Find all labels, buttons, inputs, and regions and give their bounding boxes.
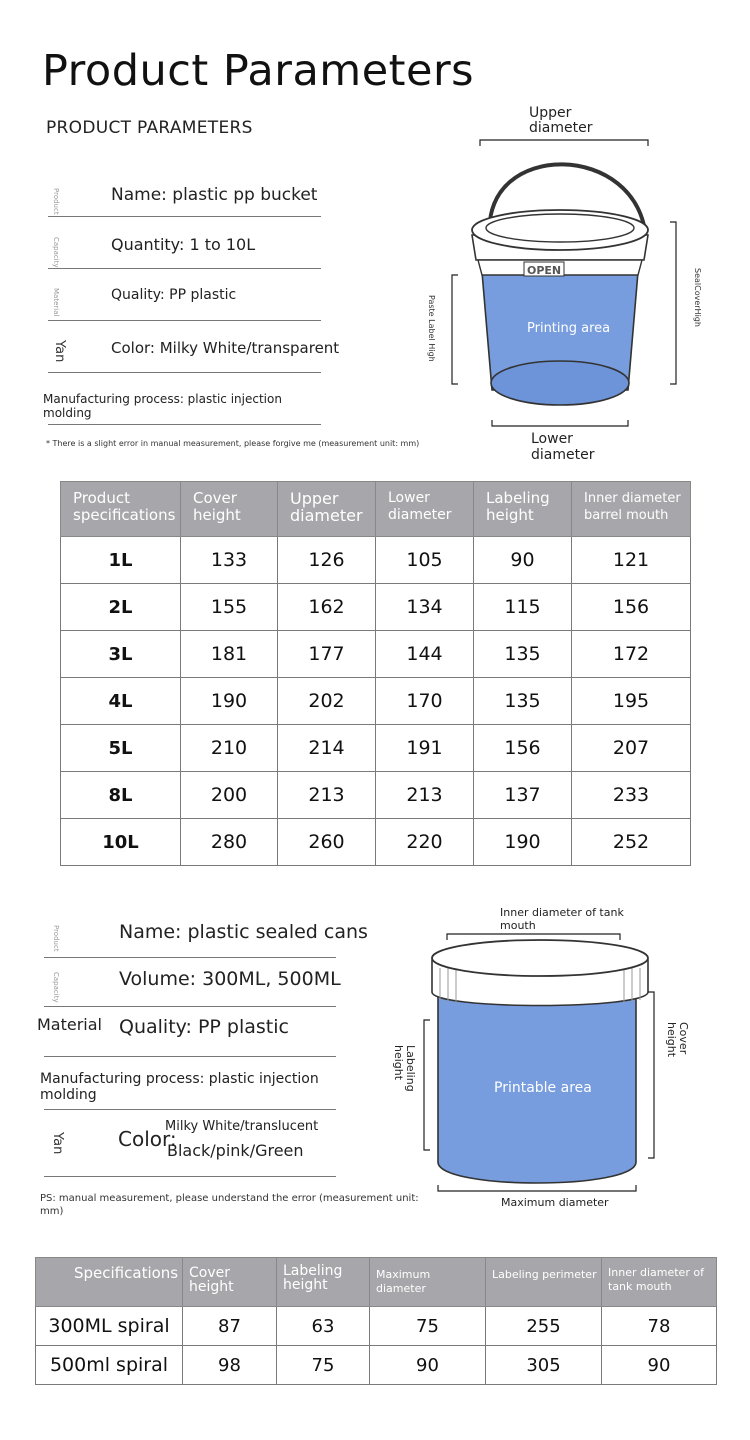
lower-diameter-label-2: diameter <box>531 447 595 463</box>
table-cell: 255 <box>486 1307 602 1346</box>
header-cover-height: Cover height <box>183 1258 277 1307</box>
table-cell: 10L <box>61 819 181 866</box>
page-subtitle: PRODUCT PARAMETERS <box>46 118 253 138</box>
table-cell: 252 <box>572 819 691 866</box>
table-cell: 172 <box>572 631 691 678</box>
paste-label-high: Paste Label High <box>427 295 436 362</box>
table-cell: 170 <box>376 678 474 725</box>
table-cell: 213 <box>376 772 474 819</box>
table-cell: 177 <box>278 631 376 678</box>
cover-height-line <box>670 222 676 384</box>
side-label-product: Product <box>52 188 60 215</box>
table-cell: 181 <box>181 631 278 678</box>
table-cell: 305 <box>486 1346 602 1385</box>
table-cell: 200 <box>181 772 278 819</box>
table-cell: 75 <box>277 1346 370 1385</box>
header-upper-diameter: Upper diameter <box>278 482 376 537</box>
bucket-lid-inner <box>486 214 634 242</box>
lower-dimension-line <box>492 420 628 426</box>
table-cell: 75 <box>370 1307 486 1346</box>
cans-process: Manufacturing process: plastic injection molding <box>40 1071 319 1103</box>
divider <box>48 320 321 321</box>
header-inner-diameter: Inner diameter of tank mouth <box>602 1258 717 1307</box>
table-cell: 220 <box>376 819 474 866</box>
divider <box>48 372 321 373</box>
side-label-product: Product <box>52 925 60 952</box>
divider <box>44 1006 336 1007</box>
divider <box>44 1056 336 1057</box>
table-cell: 156 <box>474 725 572 772</box>
side-label-yan: Yan <box>52 340 67 363</box>
cans-note: PS: manual measurement, please understand the error (measurement unit: mm) <box>40 1193 419 1217</box>
bucket-spec-table <box>60 481 691 866</box>
table-cell: 156 <box>572 584 691 631</box>
table-header-row <box>61 482 691 537</box>
table-cell: 1L <box>61 537 181 584</box>
table-row <box>61 819 691 866</box>
table-cell: 500ml spiral <box>36 1346 183 1385</box>
bucket-process: Manufacturing process: plastic injection molding <box>43 392 282 420</box>
table-cell: 300ML spiral <box>36 1307 183 1346</box>
table-cell: 115 <box>474 584 572 631</box>
table-cell: 126 <box>278 537 376 584</box>
labeling-height-line <box>424 1020 430 1150</box>
header-product-specifications: Product specifications <box>61 482 181 537</box>
page-title: Product Parameters <box>42 46 475 96</box>
header-maximum-diameter: Maximum diameter <box>370 1258 486 1307</box>
side-label-capacity: Capacity <box>52 972 60 1003</box>
table-cell: 133 <box>181 537 278 584</box>
table-cell: 98 <box>183 1346 277 1385</box>
bucket-color: Color: Milky White/transparent <box>111 339 340 357</box>
table-cell: 90 <box>602 1346 717 1385</box>
lower-diameter-label-1: Lower <box>531 431 573 447</box>
cans-volume: Volume: 300ML, 500ML <box>119 968 341 990</box>
labeling-height-label-1: Labeling <box>404 1045 417 1092</box>
header-specifications: Specifications <box>36 1258 183 1307</box>
table-cell: 162 <box>278 584 376 631</box>
header-labeling-height: Labeling height <box>277 1258 370 1307</box>
table-cell: 3L <box>61 631 181 678</box>
table-row <box>61 725 691 772</box>
cans-color-line1: Milky White/translucent <box>165 1119 319 1134</box>
max-diameter-line <box>438 1185 636 1191</box>
divider <box>48 216 321 217</box>
table-row <box>61 537 691 584</box>
side-label-material: Material <box>52 288 60 317</box>
table-cell: 144 <box>376 631 474 678</box>
table-cell: 134 <box>376 584 474 631</box>
table-cell: 90 <box>474 537 572 584</box>
header-inner-diameter: Inner diameter barrel mouth <box>572 482 691 537</box>
bucket-base <box>491 361 629 405</box>
table-cell: 63 <box>277 1307 370 1346</box>
table-cell: 4L <box>61 678 181 725</box>
side-label-capacity: Capacity <box>52 237 60 268</box>
divider <box>44 957 336 958</box>
table-cell: 210 <box>181 725 278 772</box>
printable-area-label: Printable area <box>494 1080 592 1096</box>
table-cell: 8L <box>61 772 181 819</box>
inner-diameter-label-1: Inner diameter of tank <box>500 906 624 919</box>
table-cell: 121 <box>572 537 691 584</box>
divider <box>48 424 321 425</box>
top-dimension-line <box>447 934 620 940</box>
cans-name: Name: plastic sealed cans <box>119 921 368 943</box>
table-cell: 2L <box>61 584 181 631</box>
inner-diameter-label-2: mouth <box>500 919 536 932</box>
table-cell: 260 <box>278 819 376 866</box>
table-row <box>36 1346 717 1385</box>
bucket-quality: Quality: PP plastic <box>111 287 237 303</box>
divider <box>48 268 321 269</box>
table-row <box>61 678 691 725</box>
cover-height-label-2: height <box>665 1022 678 1058</box>
bucket-note: * There is a slight error in manual measurement, please forgive me (measurement unit: mm) <box>46 439 420 448</box>
cover-height-line <box>648 992 654 1158</box>
table-cell: 137 <box>474 772 572 819</box>
cans-diagram <box>390 900 710 1215</box>
table-cell: 135 <box>474 631 572 678</box>
bucket-name: Name: plastic pp bucket <box>111 185 318 205</box>
max-diameter-label: Maximum diameter <box>501 1196 609 1209</box>
label-height-line <box>452 275 458 384</box>
seal-cover-high: SealCoverHigh <box>693 268 702 327</box>
table-cell: 207 <box>572 725 691 772</box>
upper-diameter-label-1: Upper <box>529 105 572 121</box>
labeling-height-label-2: height <box>392 1045 405 1081</box>
table-cell: 190 <box>181 678 278 725</box>
table-row <box>61 631 691 678</box>
table-row <box>61 772 691 819</box>
table-row <box>36 1307 717 1346</box>
table-cell: 213 <box>278 772 376 819</box>
cans-quality: Quality: PP plastic <box>119 1016 289 1038</box>
cans-color-line2: Black/pink/Green <box>167 1141 304 1160</box>
open-tab-label: OPEN <box>527 264 562 277</box>
table-cell: 105 <box>376 537 474 584</box>
cans-spec-table <box>35 1257 717 1385</box>
table-cell: 90 <box>370 1346 486 1385</box>
cover-height-label-1: Cover <box>677 1022 690 1055</box>
side-label-yan: Yan <box>50 1132 65 1155</box>
printing-area-label: Printing area <box>527 321 611 336</box>
upper-dimension-line <box>480 140 648 146</box>
table-cell: 5L <box>61 725 181 772</box>
can-lid-top <box>432 940 648 976</box>
table-cell: 135 <box>474 678 572 725</box>
table-cell: 87 <box>183 1307 277 1346</box>
table-header-row <box>36 1258 717 1307</box>
header-cover-height: Cover height <box>181 482 278 537</box>
table-cell: 233 <box>572 772 691 819</box>
table-row <box>61 584 691 631</box>
table-cell: 202 <box>278 678 376 725</box>
table-cell: 78 <box>602 1307 717 1346</box>
cans-color-label: Color: <box>118 1127 177 1151</box>
table-cell: 214 <box>278 725 376 772</box>
header-labeling-height: Labeling height <box>474 482 572 537</box>
side-label-material: Material <box>37 1015 102 1034</box>
table-cell: 280 <box>181 819 278 866</box>
divider <box>44 1109 336 1110</box>
upper-diameter-label-2: diameter <box>529 120 593 136</box>
divider <box>44 1176 336 1177</box>
bucket-diagram <box>420 100 720 470</box>
table-cell: 190 <box>474 819 572 866</box>
header-lower-diameter: Lower diameter <box>376 482 474 537</box>
table-cell: 191 <box>376 725 474 772</box>
bucket-quantity: Quantity: 1 to 10L <box>111 235 256 254</box>
table-cell: 155 <box>181 584 278 631</box>
table-cell: 195 <box>572 678 691 725</box>
header-labeling-perimeter: Labeling perimeter <box>486 1258 602 1307</box>
